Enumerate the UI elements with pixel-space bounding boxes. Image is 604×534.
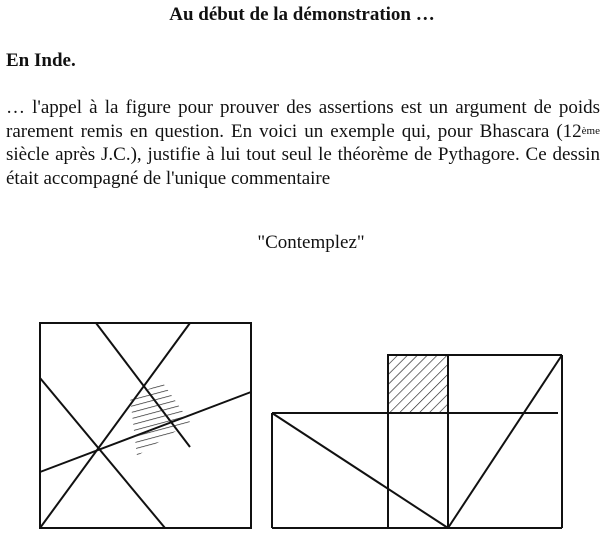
page-title: Au début de la démonstration …: [169, 4, 435, 25]
paragraph-text-part1: … l'appel à la figure pour prouver des assertions est un argument de poids rarement remis en question. En voici un exemple qui, pour Bhascara (12: [6, 97, 600, 142]
paragraph-text-part2: siècle après J.C.), justifie à lui tout seul le théorème de Pythagore. Ce dessin était accompagné de l'unique commentaire: [6, 144, 600, 189]
right-diagonal: [448, 355, 562, 528]
section-title: En Inde.: [6, 50, 76, 71]
left-figure: [40, 323, 251, 528]
left-diagonal: [272, 413, 448, 528]
paragraph-superscript: ème: [581, 124, 600, 137]
quote-contemplez: "Contemplez": [257, 232, 365, 253]
right-figure: [272, 355, 562, 528]
hatched-small-square: [388, 355, 448, 413]
inner-hatched-square: [130, 383, 190, 456]
